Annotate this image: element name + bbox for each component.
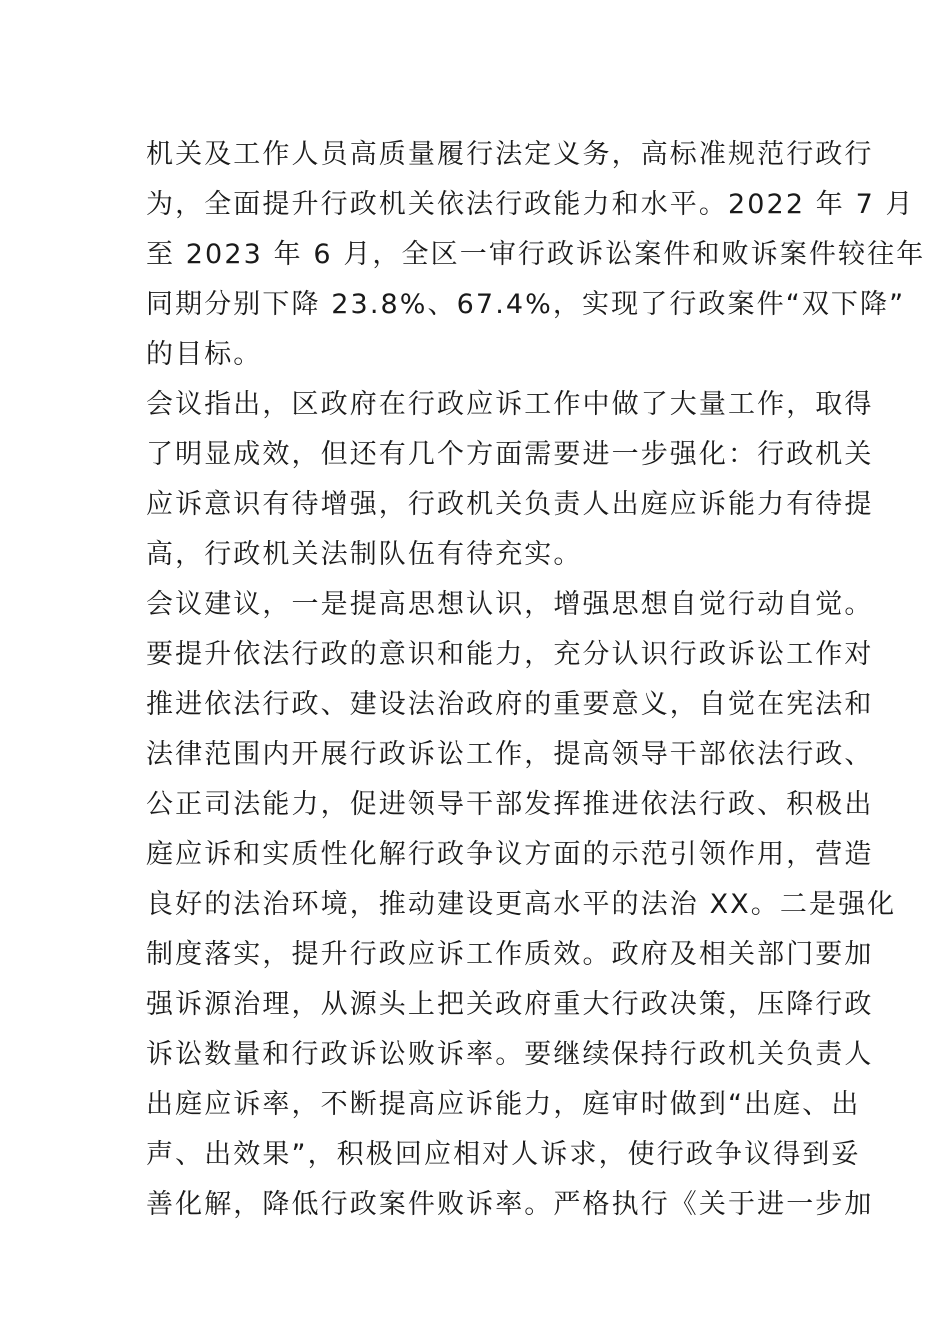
text-line: 出庭应诉率，不断提高应诉能力，庭审时做到“出庭、出 <box>146 1089 861 1120</box>
text-line: 至 2023 年 6 月，全区一审行政诉讼案件和败诉案件较往年 <box>146 239 926 270</box>
text-line: 声、出效果”，积极回应相对人诉求，使行政争议得到妥 <box>146 1139 861 1170</box>
text-line: 庭应诉和实质性化解行政争议方面的示范引领作用，营造 <box>146 839 874 870</box>
text-line: 会议建议，一是提高思想认识，增强思想自觉行动自觉。 <box>146 589 874 620</box>
text-line: 要提升依法行政的意识和能力，充分认识行政诉讼工作对 <box>146 639 874 670</box>
text-line: 机关及工作人员高质量履行法定义务，高标准规范行政行 <box>146 139 874 170</box>
text-line: 诉讼数量和行政诉讼败诉率。要继续保持行政机关负责人 <box>146 1039 874 1070</box>
text-line: 法律范围内开展行政诉讼工作，提高领导干部依法行政、 <box>146 739 874 770</box>
body-text <box>146 130 926 1230</box>
text-line: 了明显成效，但还有几个方面需要进一步强化：行政机关 <box>146 439 874 470</box>
text-line: 为，全面提升行政机关依法行政能力和水平。2022 年 7 月 <box>146 189 915 220</box>
text-line: 的目标。 <box>146 339 263 370</box>
text-line: 推进依法行政、建设法治政府的重要意义，自觉在宪法和 <box>146 689 874 720</box>
text-line: 良好的法治环境，推动建设更高水平的法治 XX。二是强化 <box>146 889 897 920</box>
text-line: 强诉源治理，从源头上把关政府重大行政决策，压降行政 <box>146 989 874 1020</box>
text-line: 公正司法能力，促进领导干部发挥推进依法行政、积极出 <box>146 789 874 820</box>
text-line: 会议指出，区政府在行政应诉工作中做了大量工作，取得 <box>146 389 874 420</box>
text-line: 同期分别下降 23.8%、67.4%，实现了行政案件“双下降” <box>146 289 906 320</box>
text-line: 应诉意识有待增强，行政机关负责人出庭应诉能力有待提 <box>146 489 874 520</box>
text-line: 高，行政机关法制队伍有待充实。 <box>146 539 583 570</box>
text-line: 制度落实，提升行政应诉工作质效。政府及相关部门要加 <box>146 939 874 970</box>
text-line: 善化解，降低行政案件败诉率。严格执行《关于进一步加 <box>146 1189 874 1220</box>
